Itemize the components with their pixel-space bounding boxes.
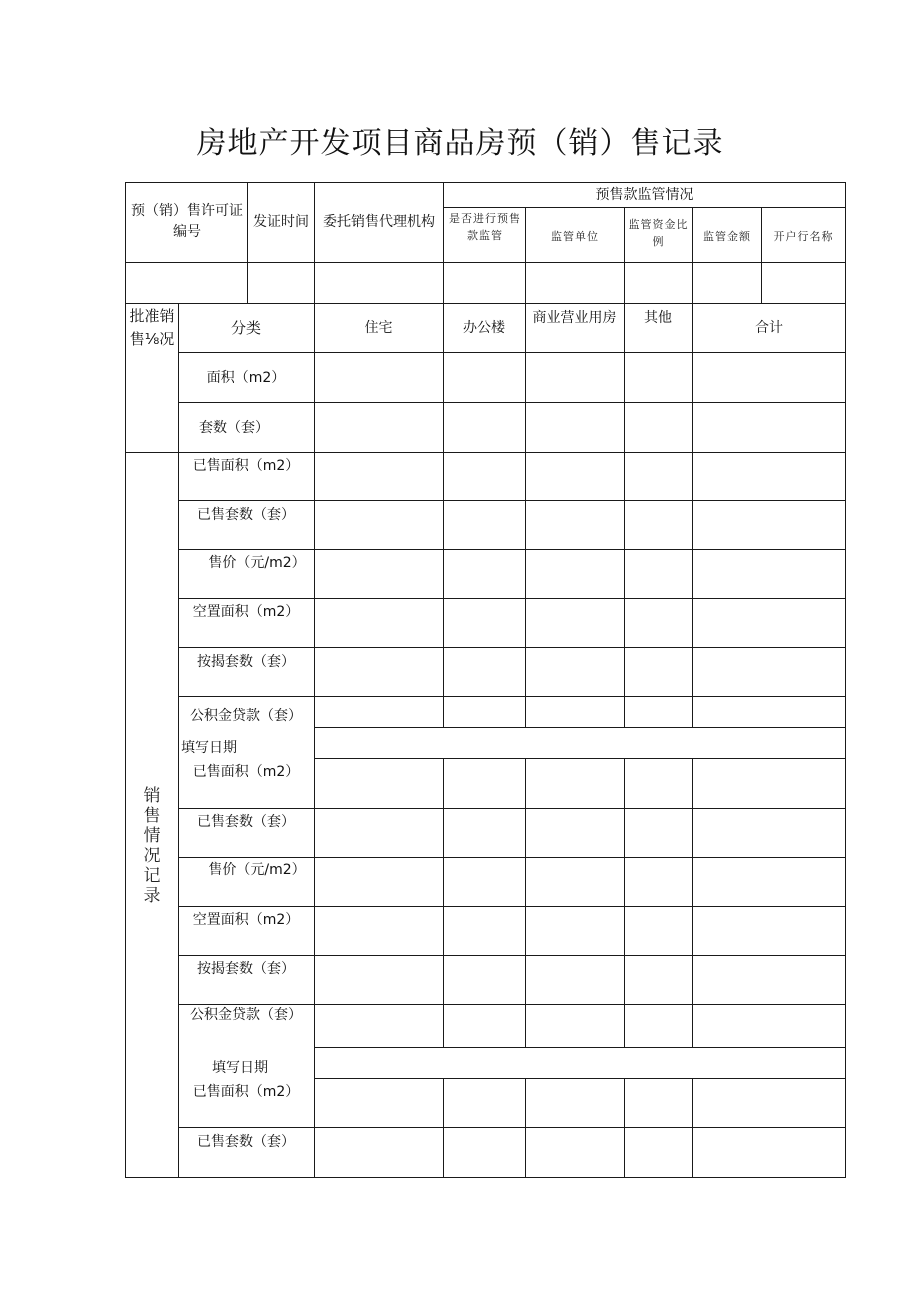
approved-category: 分类 [230, 318, 261, 337]
approved-label: 批准销售⅛况 [129, 307, 175, 348]
g1-fill-date: 填写日期 [181, 739, 237, 756]
grid-line [443, 758, 444, 1048]
grid-line [624, 758, 625, 1048]
grid-line [525, 758, 526, 1048]
g2-sold-units: 已售套数（套） [197, 813, 295, 830]
grid-line [125, 262, 846, 263]
header-issue-date: 发证时间 [253, 213, 309, 230]
g2-price: 售价（元/m2） [208, 861, 306, 878]
g1-fund-loan: 公积金贷款（套） [190, 707, 302, 724]
grid-line [692, 207, 693, 728]
grid-line [178, 647, 846, 648]
grid-line [125, 1177, 846, 1178]
g2-fill-date: 填写日期 [212, 1059, 268, 1076]
grid-line [443, 182, 444, 728]
grid-line [314, 727, 846, 728]
grid-line [178, 906, 846, 907]
sup-col-1: 是否进行预售款监管 [449, 212, 521, 242]
g1-sold-area: 已售面积（m2） [192, 457, 300, 474]
grid-line [692, 758, 693, 1048]
grid-line [314, 1078, 846, 1079]
g2-sold-area: 已售面积（m2） [192, 763, 300, 780]
g2-mortgage-units: 按揭套数（套） [197, 960, 295, 977]
sales-record-label: 销售情况记录 [143, 786, 161, 906]
grid-line [525, 1078, 526, 1177]
type-office: 办公楼 [463, 319, 505, 336]
g3-sold-units: 已售套数（套） [197, 1133, 295, 1150]
approved-area-label: 面积（m2） [206, 369, 286, 386]
g1-mortgage-units: 按揭套数（套） [197, 653, 295, 670]
grid-line [178, 955, 846, 956]
type-commercial: 商业营业用房 [532, 309, 617, 326]
sup-col-5: 开户行名称 [773, 229, 834, 243]
g3-sold-area: 已售面积（m2） [192, 1083, 300, 1100]
g2-vacant-area: 空置面积（m2） [192, 911, 300, 928]
g1-price: 售价（元/m2） [208, 554, 306, 571]
type-residential: 住宅 [364, 319, 393, 336]
header-supervision: 预售款监管情况 [595, 187, 694, 203]
grid-line [178, 500, 846, 501]
grid-line [178, 808, 846, 809]
grid-line [624, 1078, 625, 1177]
grid-line [178, 696, 846, 697]
grid-line [125, 452, 846, 453]
g1-sold-units: 已售套数（套） [197, 506, 295, 523]
type-total: 合计 [755, 319, 783, 336]
grid-line [178, 549, 846, 550]
grid-line [443, 1078, 444, 1177]
page-title: 房地产开发项目商品房预（销）售记录 [196, 126, 724, 161]
grid-line [178, 1127, 846, 1128]
type-other: 其他 [644, 309, 672, 326]
header-agency: 委托销售代理机构 [323, 213, 435, 230]
sup-col-4: 监管金额 [703, 229, 751, 243]
grid-line [178, 598, 846, 599]
header-permit-no: 预（销）售许可证编号 [131, 203, 243, 240]
grid-line [525, 207, 526, 728]
g2-fund-loan: 公积金贷款（套） [190, 1006, 302, 1023]
grid-line [624, 207, 625, 728]
g1-vacant-area: 空置面积（m2） [192, 603, 300, 620]
sup-col-3: 监管资金比例 [628, 218, 689, 248]
grid-line [178, 402, 846, 403]
approved-units-label: 套数（套） [199, 419, 269, 436]
sup-col-2: 监管单位 [551, 229, 599, 243]
grid-line [314, 1047, 846, 1048]
grid-line [314, 758, 846, 759]
grid-line [692, 1078, 693, 1177]
